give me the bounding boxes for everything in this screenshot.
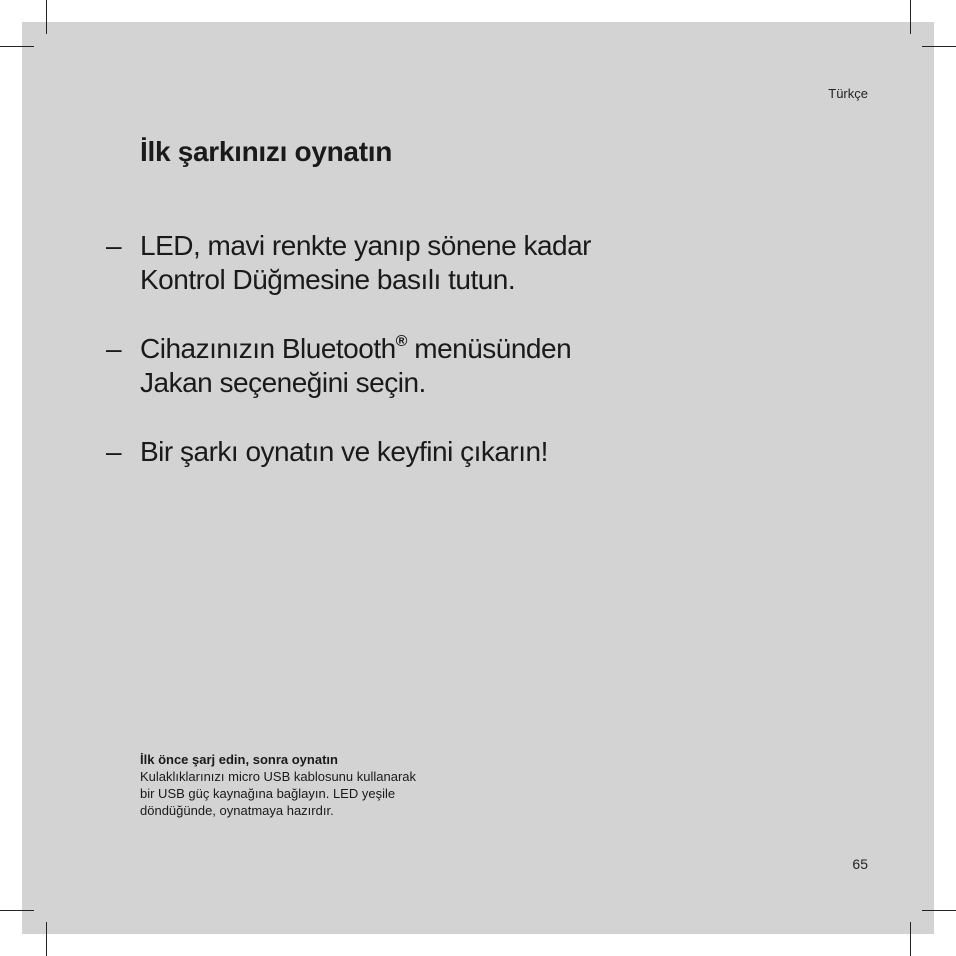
note-text-line: bir USB güç kaynağına bağlayın. LED yeşile bbox=[140, 786, 396, 801]
charge-note bbox=[140, 751, 480, 819]
crop-mark bbox=[922, 910, 956, 911]
crop-mark bbox=[910, 0, 911, 34]
page-title: İlk şarkınızı oynatın bbox=[140, 136, 393, 167]
instruction-list bbox=[106, 229, 666, 469]
crop-mark bbox=[0, 46, 34, 47]
step-text: Cihazınızın Bluetooth bbox=[140, 333, 396, 364]
page-number: 65 bbox=[852, 856, 868, 872]
crop-mark bbox=[46, 922, 47, 956]
instruction-step bbox=[106, 332, 666, 400]
note-text-line: döndüğünde, oynatmaya hazırdır. bbox=[140, 803, 334, 818]
language-label: Türkçe bbox=[828, 86, 868, 101]
step-dash: – bbox=[106, 333, 122, 364]
step-dash: – bbox=[106, 230, 122, 261]
note-text-line: Kulaklıklarınızı micro USB kablosunu kullanarak bbox=[140, 769, 417, 784]
step-dash: – bbox=[106, 436, 122, 467]
registered-mark: ® bbox=[395, 333, 407, 350]
step-text-line: Jakan seçeneğini seçin. bbox=[140, 367, 426, 398]
instruction-step bbox=[106, 229, 666, 297]
note-title: İlk önce şarj edin, sonra oynatın bbox=[140, 752, 338, 767]
step-text-line: Kontrol Düğmesine basılı tutun. bbox=[140, 264, 516, 295]
instruction-step bbox=[106, 435, 666, 469]
step-text-line: Bir şarkı oynatın ve keyfini çıkarın! bbox=[140, 436, 548, 467]
crop-mark bbox=[910, 922, 911, 956]
step-text-line: LED, mavi renkte yanıp sönene kadar bbox=[140, 230, 591, 261]
crop-mark bbox=[922, 46, 956, 47]
crop-mark bbox=[0, 910, 34, 911]
step-text-line bbox=[140, 332, 666, 366]
step-text: menüsünden bbox=[406, 333, 572, 364]
crop-mark bbox=[46, 0, 47, 34]
